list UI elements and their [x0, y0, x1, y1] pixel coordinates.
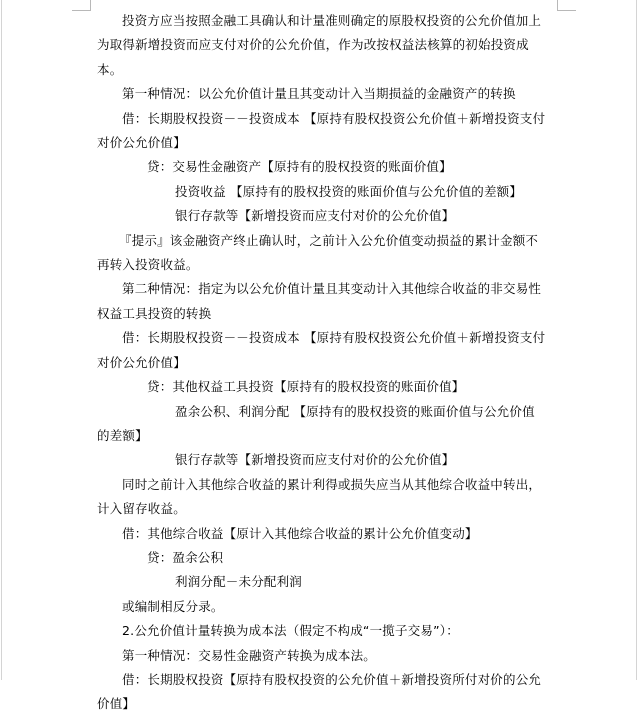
journal-credit-surplus-reserve-profit: 盈余公积、利润分配 【原持有的股权投资的账面价值与公允价值的差额】 — [97, 403, 535, 443]
journal-credit-investment-income: 投资收益 【原持有的股权投资的账面价值与公允价值的差额】 — [175, 183, 523, 199]
journal-credit-surplus-reserve: 贷：盈余公积 — [147, 549, 224, 565]
journal-credit-bank-deposit-2: 银行存款等【新增投资而应支付对价的公允价值】 — [175, 452, 455, 468]
page-border-left — [1, 0, 2, 680]
heading-case-two-fvoci: 第二种情况：指定为以公允价值计量且其变动计入其他综合收益的非交易性权益工具投资的转换 — [97, 281, 542, 321]
journal-debit-ltei-cost-2: 借：长期股权投资－－投资成本 【原持有股权投资公允价值＋新增投资支付对价公允价值】 — [97, 330, 546, 370]
document-body[interactable] — [97, 9, 547, 717]
page-border-right — [636, 0, 637, 680]
heading-section-2: 2.公允价值计量转换为成本法（假定不构成“一揽子交易”）： — [122, 623, 459, 639]
heading-case-one-fvtpl: 第一种情况：以公允价值计量且其变动计入当期损益的金融资产的转换 — [122, 86, 516, 102]
journal-credit-trading-asset: 贷：交易性金融资产【原持有的股权投资的账面价值】 — [147, 159, 452, 175]
margin-corner-mark-left — [72, 0, 91, 11]
paragraph-oci-transfer: 同时之前计入其他综合收益的累计利得或损失应当从其他综合收益中转出，计入留存收益。 — [97, 476, 542, 517]
journal-debit-oci: 借：其他综合收益【原计入其他综合收益的累计公允价值变动】 — [122, 525, 478, 541]
paragraph-initial-cost: 投资方应当按照金融工具确认和计量准则确定的原股权投资的公允价值加上为取得新增投资而应支付对价的公允价值，作为改按权益法核算的初始投资成本。 — [97, 13, 542, 77]
journal-credit-bank-deposit: 银行存款等【新增投资而应支付对价的公允价值】 — [175, 208, 455, 224]
journal-debit-ltei: 借：长期股权投资【原持有股权投资的公允价值＋新增投资所付对价的公允价值】 — [97, 671, 542, 712]
journal-debit-ltei-cost: 借：长期股权投资－－投资成本 【原持有股权投资公允价值＋新增投资支付对价公允价值】 — [97, 110, 546, 151]
journal-credit-other-equity-investment: 贷：其他权益工具投资【原持有的股权投资的账面价值】 — [147, 379, 465, 395]
paragraph-reverse-entry: 或编制相反分录。 — [122, 598, 224, 614]
tip-paragraph: 『提示』该金融资产终止确认时，之前计入公允价值变动损益的累计金额不再转入投资收益。 — [97, 232, 539, 273]
margin-corner-mark-right — [557, 0, 576, 11]
journal-credit-undistributed-profit: 利润分配－未分配利润 — [175, 574, 303, 590]
heading-case-one-cost-method: 第一种情况：交易性金融资产转换为成本法。 — [122, 647, 377, 663]
